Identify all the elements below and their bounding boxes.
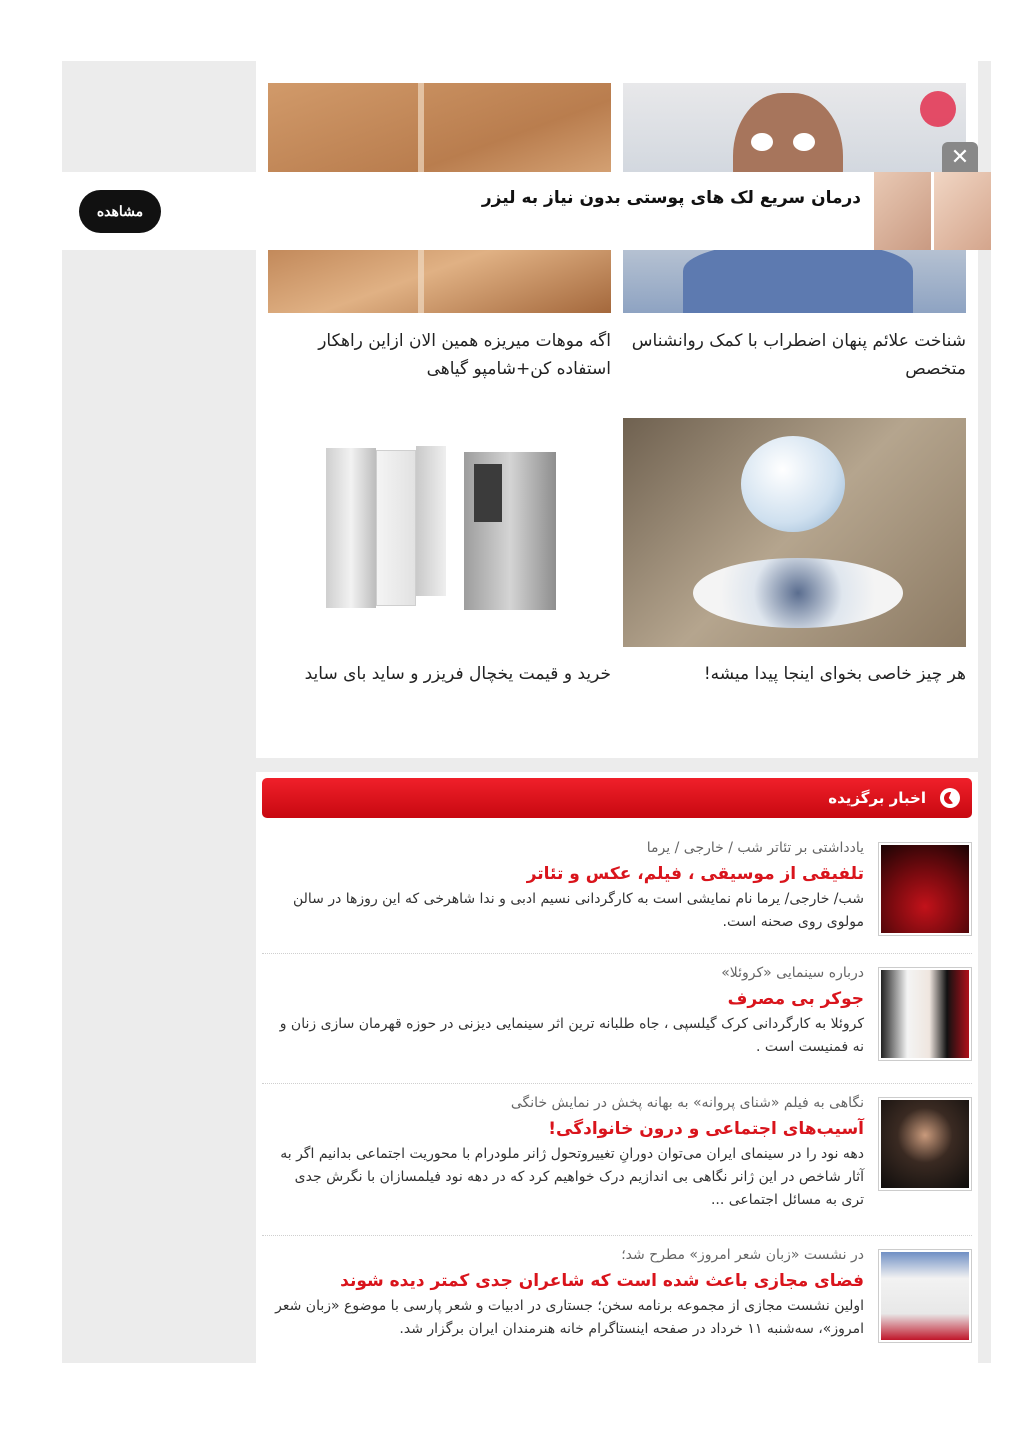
ad-card-caption[interactable]: اگه موهات میریزه همین الان ازاین راهکار استفاده کن+شامپو گیاهی <box>318 331 611 379</box>
news-item[interactable] <box>262 955 972 1084</box>
ad-card-caption[interactable]: شناخت علائم پنهان اضطراب با کمک روانشناس متخصص <box>631 331 966 379</box>
news-headline[interactable]: جوکر بی مصرف <box>727 989 864 1009</box>
news-kicker: در نشست «زبان شعر امروز» مطرح شد؛ <box>621 1247 864 1263</box>
left-sidebar <box>62 61 256 1363</box>
ad-card-caption[interactable]: هر چیز خاصی بخوای اینجا پیدا میشه! <box>703 664 966 684</box>
news-lead: دهه نود را در سینمای ایران می‌توان دورانِ تغییروتحول ژانر ملودرام با محوریت اجتماعی بدانیم اگر به آثار شاخص در این ژانر نگاهی بی اندازیم درک خواهیم کرد که در دهه نود فیلمسازان با نگرش جدی تری به مسائل اجتماعی ... <box>280 1146 864 1208</box>
featured-news-section <box>256 772 978 1363</box>
news-kicker: درباره سینمایی «کروئلا» <box>721 965 864 981</box>
news-item[interactable] <box>262 1085 972 1236</box>
news-thumbnail[interactable] <box>878 1097 972 1191</box>
news-lead: شب/ خارجی/ یرما نام نمایشی است به کارگردانی نسیم ادبی و ندا شاهرخی که این روزها در سالن مولوی روی صحنه است. <box>292 891 864 930</box>
news-headline[interactable]: تلفیقی از موسیقی ، فیلم، عکس و تئاتر <box>526 864 864 884</box>
news-item[interactable] <box>262 1237 972 1363</box>
ad-card-caption[interactable]: خرید و قیمت یخچال فریزر و ساید بای ساید <box>304 664 611 684</box>
featured-news-header <box>262 778 972 818</box>
ad-recommendations <box>256 61 978 758</box>
news-item[interactable] <box>262 830 972 954</box>
popup-ad-text[interactable]: درمان سریع لک های پوستی بدون نیاز به لیزر <box>481 188 861 208</box>
news-lead: کروئلا به کارگردانی کرک گیلسپی ، جاه طلبانه ترین اثر سینمایی دیزنی در حوزه قهرمان سازی زنان و نه فمنیست است . <box>279 1016 864 1055</box>
fridge-image[interactable] <box>268 418 611 647</box>
news-kicker: یادداشتی بر تئاتر شب / خارجی / یرما <box>646 840 864 856</box>
news-headline[interactable]: فضای مجازی باعث شده است که شاعران جدی کمتر دیده شوند <box>340 1271 864 1291</box>
globe-icon <box>940 788 960 808</box>
news-kicker: نگاهی به فیلم «شنای پروانه» به بهانه پخش در نمایش خانگی <box>510 1095 864 1111</box>
news-thumbnail[interactable] <box>878 1249 972 1343</box>
popup-ad-banner[interactable] <box>62 172 991 250</box>
news-lead: اولین نشست مجازی از مجموعه برنامه سخن؛ جستاری در ادبیات و شعر پارسی با موضوع «زبان شعر امروز»، سه‌شنبه ۱۱ خرداد در صفحه اینستاگرام خانه هنرمندان ایران برگزار شد. <box>275 1298 864 1337</box>
levitating-speaker-image[interactable] <box>623 418 966 647</box>
view-button[interactable]: مشاهده <box>79 190 161 233</box>
news-thumbnail[interactable] <box>878 967 972 1061</box>
section-title: اخبار برگزیده <box>828 789 926 807</box>
ad-card-speaker[interactable] <box>623 418 966 698</box>
news-thumbnail[interactable] <box>878 842 972 936</box>
close-icon[interactable]: ✕ <box>942 142 978 172</box>
news-headline[interactable]: آسیب‌های اجتماعی و درون خانوادگی! <box>548 1119 864 1139</box>
right-gutter <box>978 61 991 1363</box>
section-divider <box>256 758 978 772</box>
ad-card-fridge[interactable] <box>268 418 611 698</box>
popup-ad-image[interactable] <box>874 172 991 250</box>
